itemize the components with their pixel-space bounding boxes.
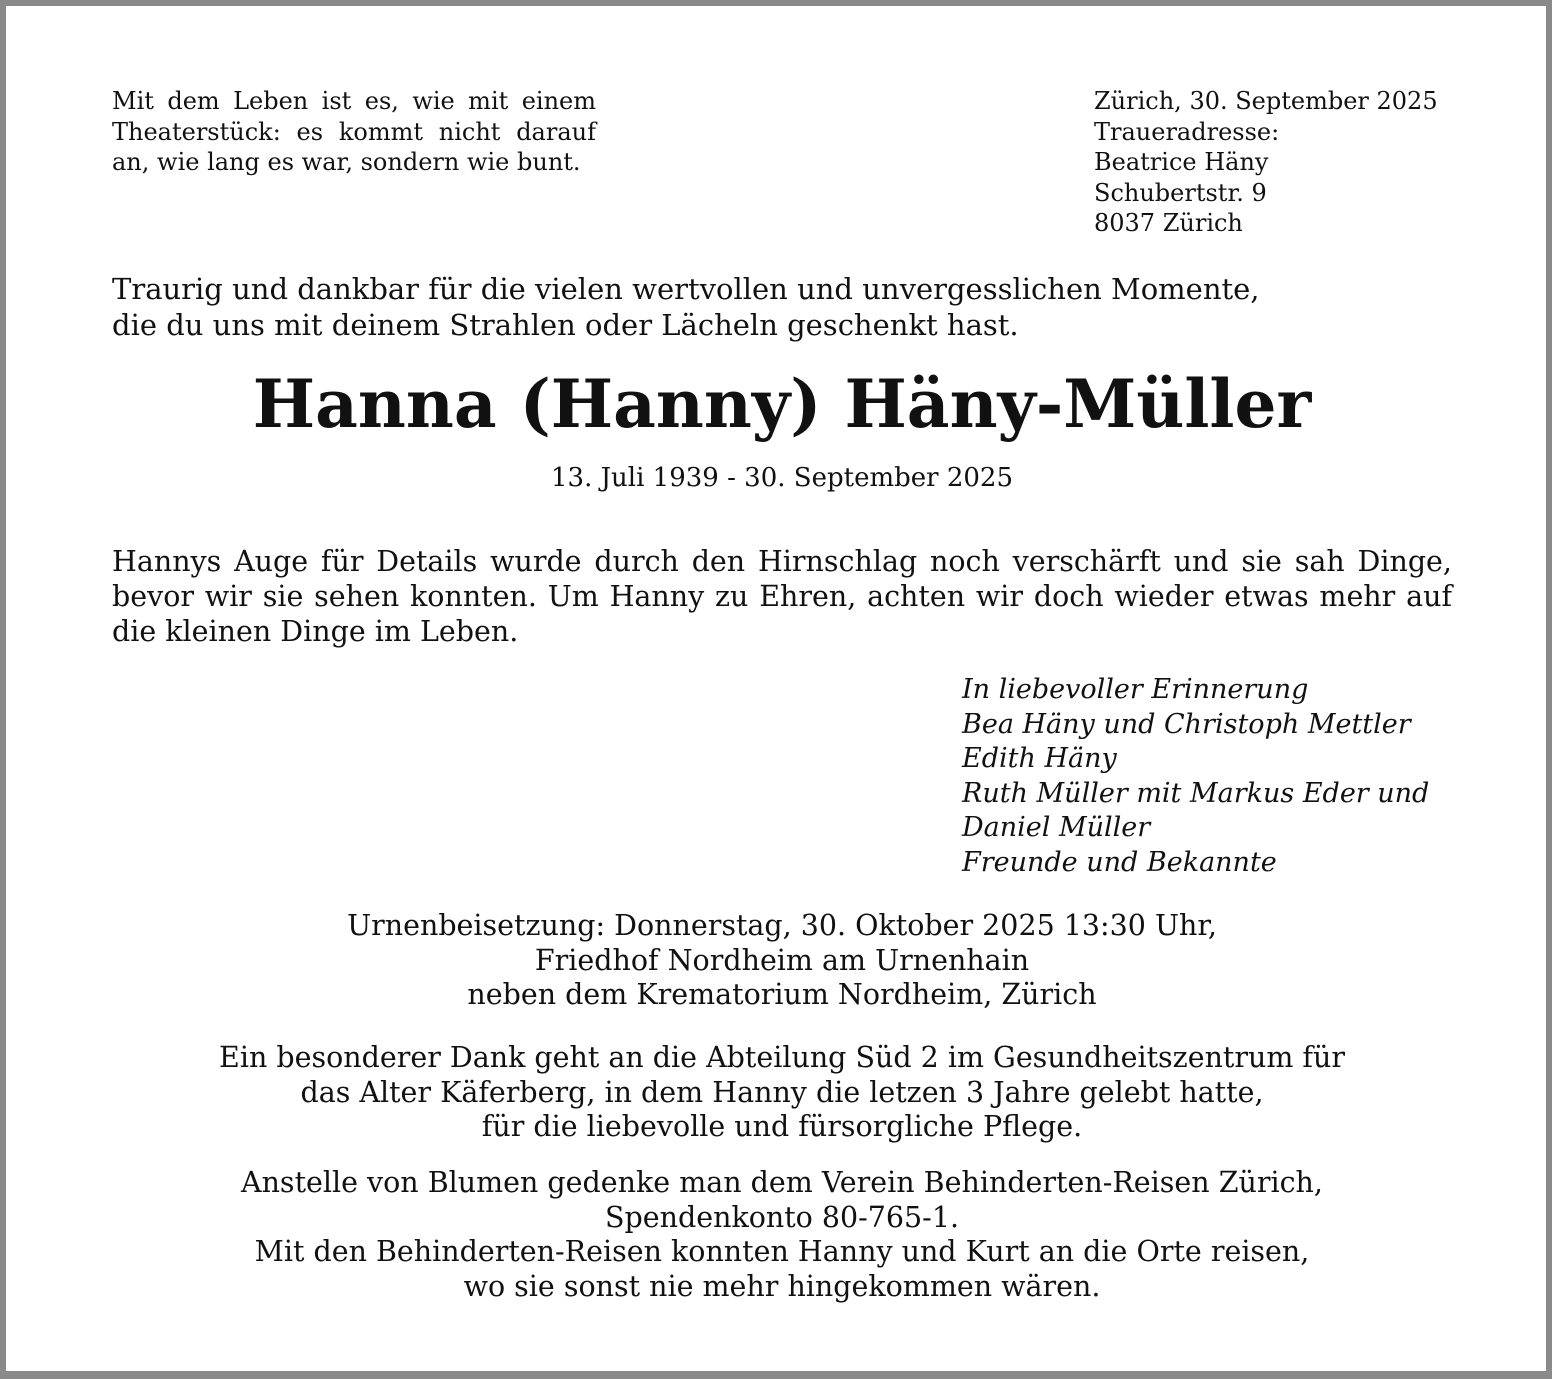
mourner-line: Freunde und Bekannte (962, 846, 1277, 878)
mourner-line: Bea Häny und Christoph Mettler (962, 708, 1411, 740)
funeral-line: neben dem Krematorium Nordheim, Zürich (467, 978, 1097, 1011)
thanks-note (6, 1041, 1552, 1145)
thanks-line: das Alter Käferberg, in dem Hanny die letzen 3 Jahre gelebt hatte, (300, 1075, 1264, 1109)
donation-line: wo sie sonst nie mehr hingekommen wären. (463, 1269, 1101, 1303)
donation-line: Mit den Behinderten-Reisen konnten Hanny und Kurt an die Orte reisen, (254, 1235, 1310, 1268)
intro-text (112, 271, 1452, 343)
address-city: 8037 Zürich (1094, 209, 1243, 237)
intro-line: Traurig und dankbar für die vielen wertvollen und unvergesslichen Momente, (112, 272, 1260, 306)
mourner-line: Edith Häny (962, 743, 1117, 774)
address-label: Traueradresse: (1094, 117, 1280, 146)
tribute-text: Hannys Auge für Details wurde durch den Hirnschlag noch verschärft und sie sah Dinge, bevor wir sie sehen konnten. Um Hanny zu Ehren, achten wir doch wieder etwas mehr auf die kleinen Dinge im Leben. (112, 545, 1452, 648)
mourner-line: In liebevoller Erinnerung (962, 674, 1309, 705)
funeral-line: Urnenbeisetzung: Donnerstag, 30. Oktober 2025 13:30 Uhr, (347, 909, 1217, 942)
opening-quote: Mit dem Leben ist es, wie mit einem Theaterstück: es kommt nicht darauf an, wie lang es war, sondern wie bunt. (112, 87, 596, 176)
life-dates: 13. Juli 1939 - 30. September 2025 (551, 463, 1013, 493)
deceased-name: Hanna (Hanny) Häny-Müller (252, 365, 1312, 443)
donation-line: Spendenkonto 80-765-1. (604, 1200, 960, 1234)
address-name: Beatrice Häny (1094, 148, 1269, 176)
mourner-line: Daniel Müller (962, 812, 1151, 843)
place-date: Zürich, 30. September 2025 (1094, 87, 1438, 115)
mourners-list (962, 673, 1522, 880)
intro-line: die du uns mit deinem Strahlen oder Lächeln geschenkt hast. (112, 308, 1019, 342)
funeral-details (6, 909, 1552, 1013)
thanks-line: Ein besonderer Dank geht an die Abteilung Süd 2 im Gesundheitszentrum für (219, 1041, 1345, 1074)
mourner-line: Ruth Müller mit Markus Eder und (962, 777, 1430, 809)
address-street: Schubertstr. 9 (1094, 178, 1267, 207)
mourning-address (1094, 86, 1494, 239)
donation-line: Anstelle von Blumen gedenke man dem Verein Behinderten-Reisen Zürich, (241, 1166, 1323, 1199)
funeral-line: Friedhof Nordheim am Urnenhain (534, 943, 1030, 977)
thanks-line: für die liebevolle und fürsorgliche Pflege. (481, 1110, 1083, 1143)
donation-note (6, 1166, 1552, 1304)
